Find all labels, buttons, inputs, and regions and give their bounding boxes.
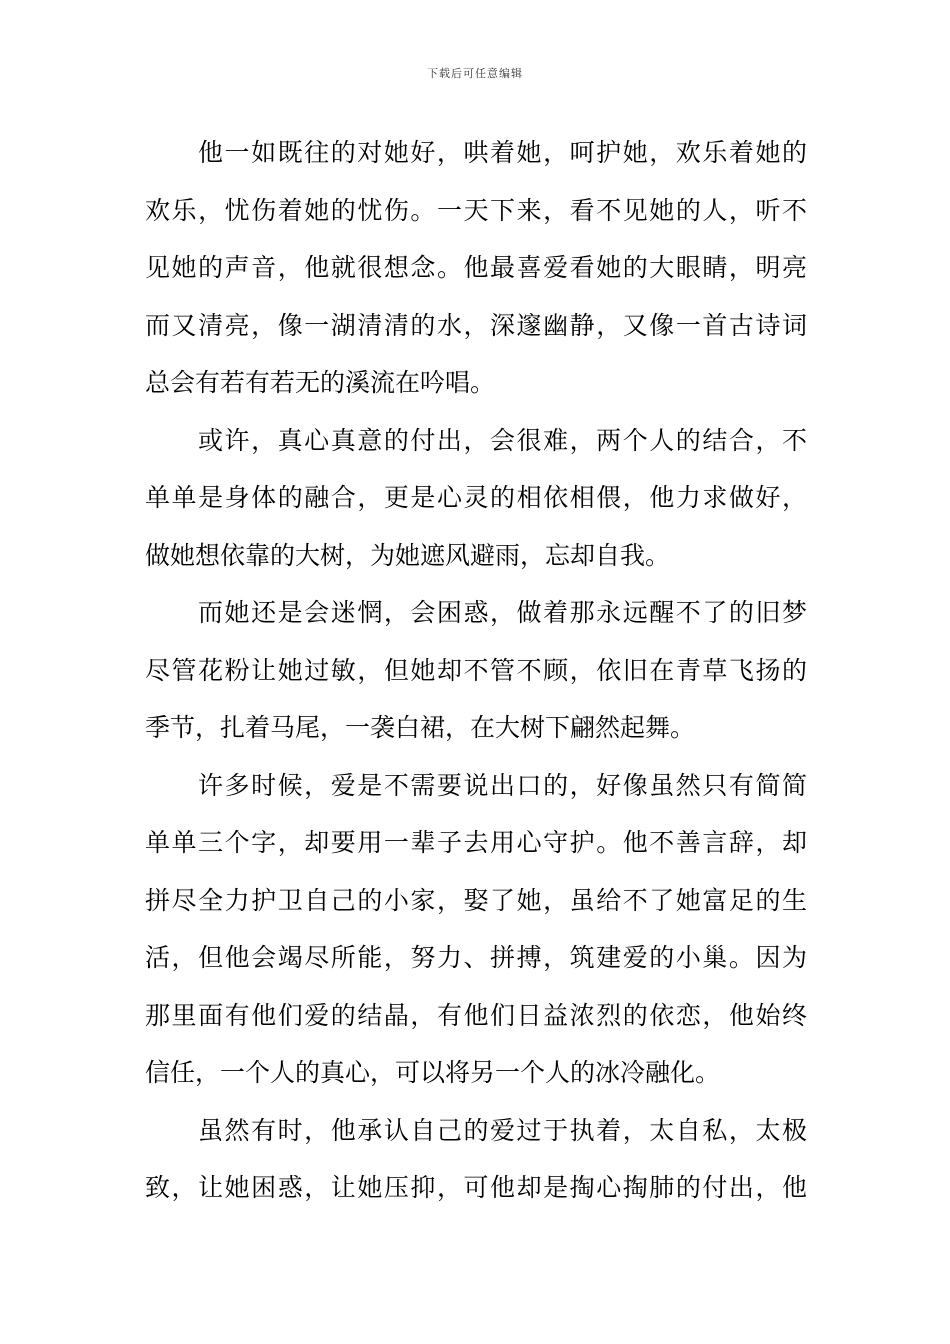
paragraph-1-line-5: 总会有若有若无的溪流在吟唱。 <box>145 368 496 397</box>
paragraph-3-line-1: 而她还是会迷惘，会困惑，做着那永远醒不了的旧梦 <box>198 598 807 627</box>
paragraph-2-line-1: 或许，真心真意的付出，会很难，两个人的结合，不 <box>198 425 807 455</box>
paragraph-5-line-1: 虽然有时，他承认自己的爱过于执着，太自私，太极 <box>198 1115 807 1145</box>
paragraph-1-line-3: 见她的声音，他就很想念。他最喜爱看她的大眼睛，明亮 <box>145 253 807 282</box>
paragraph-3-line-2: 尽管花粉让她过敏，但她却不管不顾，依旧在青草飞扬的 <box>145 655 807 685</box>
paragraph-4-line-6: 信任，一个人的真心，可以将另一个人的冰冷融化。 <box>145 1058 721 1087</box>
body-text <box>145 124 807 1217</box>
paragraph-1-line-1: 他一如既往的对她好，哄着她，呵护她，欢乐着她的 <box>198 138 807 167</box>
paragraph-4-line-2: 单单三个字，却要用一辈子去用心守护。他不善言辞，却 <box>145 828 807 857</box>
paragraph-5-line-2: 致，让她困惑，让她压抑，可他却是掏心掏肺的付出，他 <box>145 1173 807 1202</box>
paragraph-4-line-1: 许多时候，爱是不需要说出口的，好像虽然只有简简 <box>198 770 807 800</box>
paragraph-4-line-5: 那里面有他们爱的结晶，有他们日益浓烈的依恋，他始终 <box>145 1000 807 1030</box>
paragraph-1-line-2: 欢乐，忧伤着她的忧伤。一天下来，看不见她的人，听不 <box>145 195 807 225</box>
paragraph-2-line-3: 做她想依靠的大树，为她遮风避雨，忘却自我。 <box>145 540 671 570</box>
paragraph-4-line-4: 活，但他会竭尽所能，努力、拼搏，筑建爱的小巢。因为 <box>145 943 807 972</box>
paragraph-2-line-2: 单单是身体的融合，更是心灵的相依相偎，他力求做好， <box>145 483 807 512</box>
paragraph-4-line-3: 拼尽全力护卫自己的小家，娶了她，虽给不了她富足的生 <box>145 885 807 915</box>
page-header: 下载后可任意编辑 <box>427 67 523 80</box>
paragraph-3-line-3: 季节，扎着马尾，一袭白裙，在大树下翩然起舞。 <box>145 713 696 742</box>
paragraph-1-line-4: 而又清亮，像一湖清清的水，深邃幽静，又像一首古诗词 <box>145 310 807 340</box>
